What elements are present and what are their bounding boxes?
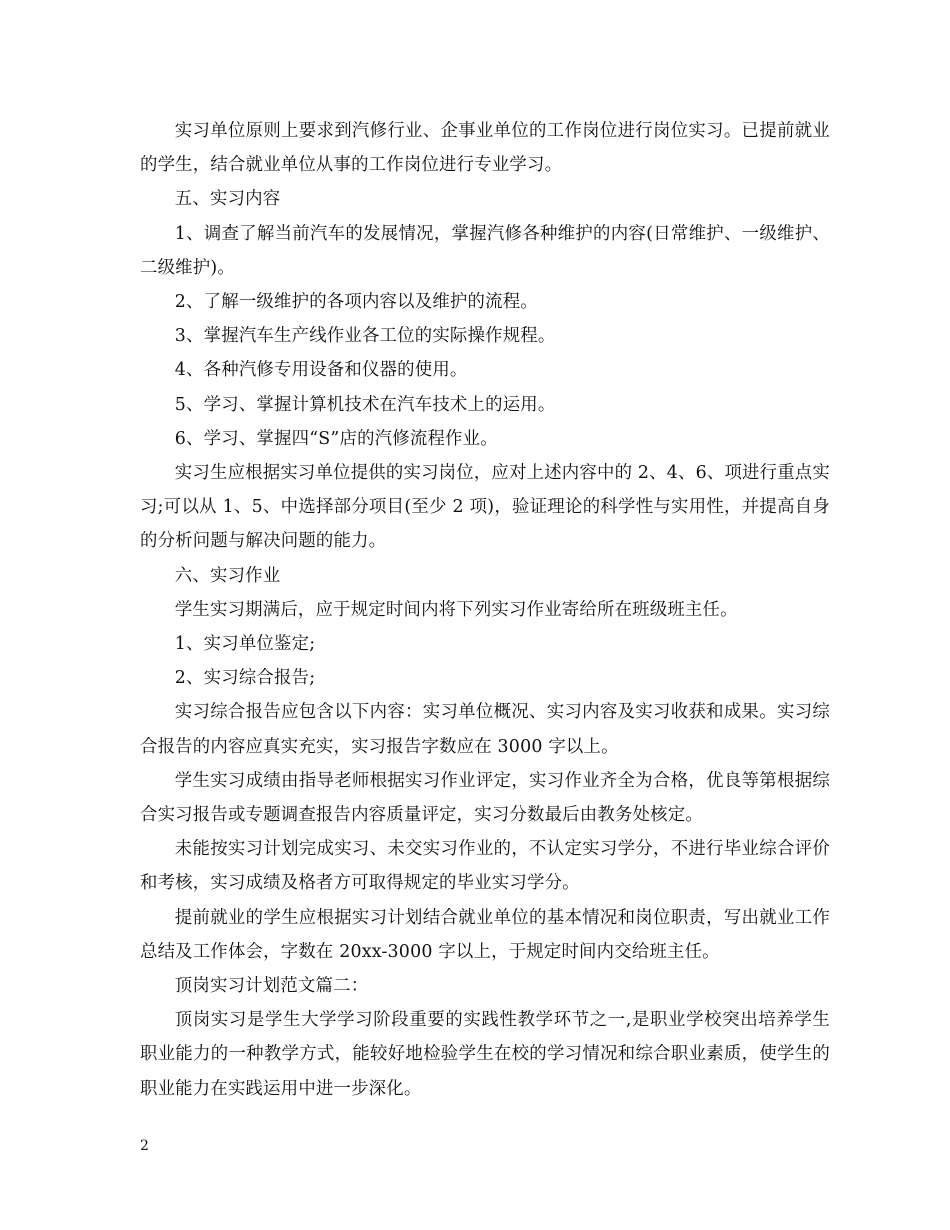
document-body [140,114,830,1106]
heading-internship-assignments: 六、实习作业 [174,565,281,586]
list-item-content-5: 5、学习、掌握计算机技术在汽车技术上的运用。 [174,394,556,415]
paragraph-credit-policy: 未能按实习计划完成实习、未交实习作业的，不认定实习学分，不进行毕业综合评价和考核，实习成绩及格者方可取得规定的毕业实习学分。 [140,839,830,894]
heading-internship-content: 五、实习内容 [174,189,281,210]
paragraph-early-employment: 提前就业的学生应根据实习计划结合就业单位的基本情况和岗位职责，写出就业工作总结及工作体会，字数在 20xx-3000 字以上，于规定时间内交给班主任。 [140,907,830,962]
list-item-content-4: 4、各种汽修专用设备和仪器的使用。 [174,360,468,381]
paragraph-submission: 学生实习期满后，应于规定时间内将下列实习作业寄给所在班级班主任。 [174,599,738,620]
paragraph-internship-unit: 实习单位原则上要求到汽修行业、企事业单位的工作岗位进行岗位实习。已提前就业的学生，结合就业单位从事的工作岗位进行专业学习。 [140,121,830,176]
list-item-assignment-2: 2、实习综合报告; [174,668,316,689]
page-number: 2 [140,1138,149,1154]
paragraph-report-requirements: 实习综合报告应包含以下内容：实习单位概况、实习内容及实习收获和成果。实习综合报告的内容应真实充实，实习报告字数应在 3000 字以上。 [140,702,830,757]
list-item-assignment-1: 1、实习单位鉴定; [174,634,316,655]
list-item-content-6: 6、学习、掌握四“S”店的汽修流程作业。 [174,428,498,449]
paragraph-grading: 学生实习成绩由指导老师根据实习作业评定，实习作业齐全为合格，优良等第根据综合实习报告或专题调查报告内容质量评定，实习分数最后由教务处核定。 [140,770,830,826]
paragraph-focus-items: 实习生应根据实习单位提供的实习岗位，应对上述内容中的 2、4、6、项进行重点实习;可以从 1、5、中选择部分项目(至少 2 项)，验证理论的科学性与实用性，并提高自身的分析问题与解决问题的能力。 [140,463,830,552]
list-item-content-3: 3、掌握汽车生产线作业各工位的实际操作规程。 [174,326,556,347]
list-item-content-1: 1、调查了解当前汽车的发展情况，掌握汽修各种维护的内容(日常维护、一级维护、二级维护)。 [140,223,830,278]
paragraph-placement-intro: 顶岗实习是学生大学学习阶段重要的实践性教学环节之一,是职业学校突出培养学生职业能力的一种教学方式，能较好地检验学生在校的学习情况和综合职业素质，使学生的职业能力在实践运用中进一步深化。 [140,1010,830,1099]
heading-sample-two: 顶岗实习计划范文篇二： [174,976,369,997]
list-item-content-2: 2、了解一级维护的各项内容以及维护的流程。 [174,292,538,313]
